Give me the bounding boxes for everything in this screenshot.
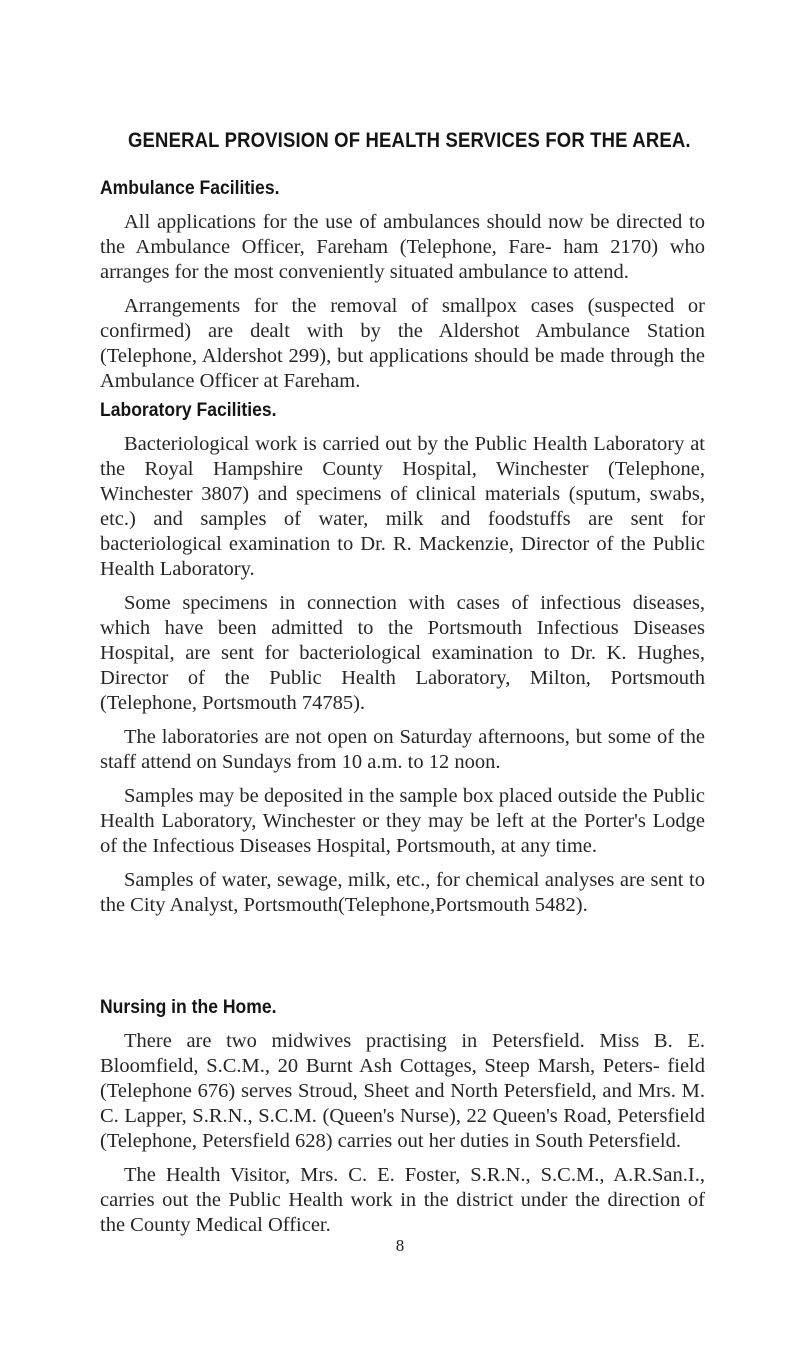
section-nursing-in-the-home: [100, 995, 705, 1247]
paragraph: All applications for the use of ambulances should now be directed to the Ambulance Officer, Fareham (Telephone, Fare- ham 2170) who arranges for the most conveniently situated ambulance to attend.: [100, 211, 705, 283]
section-heading-laboratory: Laboratory Facilities.: [100, 399, 277, 421]
page-title: GENERAL PROVISION OF HEALTH SERVICES FOR THE AREA.: [128, 128, 691, 152]
section-ambulance-facilities: [100, 176, 705, 403]
paragraph: There are two midwives practising in Petersfield. Miss B. E. Bloomfield, S.C.M., 20 Burnt Ash Cottages, Steep Marsh, Peters- field (Telephone 676) serves Stroud, Sheet and North Petersfield, and Mrs. M. C. Lapper, S.R.N., S.C.M. (Queen's Nurse), 22 Queen's Road, Petersfield (Telephone, Petersfield 628) carries out her duties in South Petersfield.: [100, 1030, 705, 1152]
page-number: 8: [395, 1236, 405, 1255]
paragraph: Samples of water, sewage, milk, etc., for chemical analyses are sent to the City Analyst, Portsmouth(Telephone,Portsmouth 5482).: [100, 869, 705, 916]
paragraph: Some specimens in connection with cases of infectious diseases, which have been admitted to the Portsmouth Infectious Diseases Hospital, are sent for bacteriological examination to Dr. K. Hughes, Director of the Public Health Laboratory, Milton, Portsmouth (Telephone, Portsmouth 74785).: [100, 592, 705, 714]
paragraph: Samples may be deposited in the sample box placed outside the Public Health Laboratory, Winchester or they may be left at the Porter's Lodge of the Infectious Diseases Hospital, Portsmouth, at any time.: [100, 785, 705, 857]
paragraph: The Health Visitor, Mrs. C. E. Foster, S.R.N., S.C.M., A.R.San.I., carries out the Public Health work in the district under the direction of the County Medical Officer.: [100, 1164, 705, 1236]
section-heading-ambulance: Ambulance Facilities.: [100, 177, 280, 199]
section-laboratory-facilities: [100, 398, 705, 927]
paragraph: Arrangements for the removal of smallpox cases (suspected or confirmed) are dealt with by the Aldershot Ambulance Station (Telephone, Aldershot 299), but applications should be made through the Ambulance Officer at Fareham.: [100, 295, 705, 392]
paragraph: Bacteriological work is carried out by the Public Health Laboratory at the Royal Hampshire County Hospital, Winchester (Telephone, Winchester 3807) and specimens of clinical materials (sputum, swabs, etc.) and samples of water, milk and foodstuffs are sent for bacteriological examination to Dr. R. Mackenzie, Director of the Public Health Laboratory.: [100, 433, 705, 580]
paragraph: The laboratories are not open on Saturday afternoons, but some of the staff attend on Sundays from 10 a.m. to 12 noon.: [100, 726, 705, 773]
section-heading-nursing: Nursing in the Home.: [100, 996, 277, 1018]
